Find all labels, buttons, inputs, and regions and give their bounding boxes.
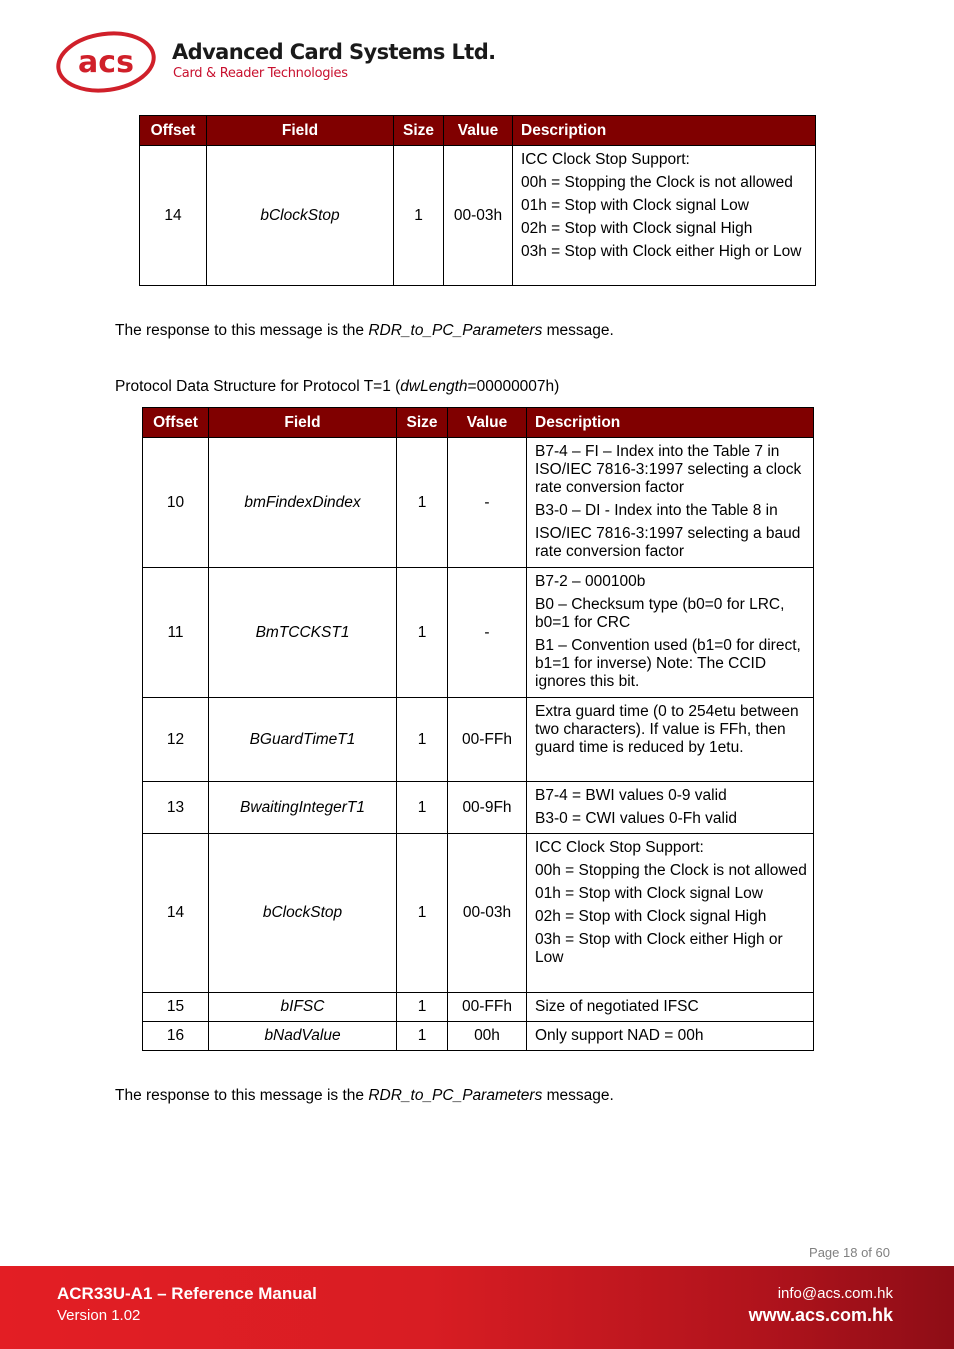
response-note-1: The response to this message is the RDR_to_PC_Parameters message. — [115, 322, 614, 339]
cell-offset: 16 — [143, 1022, 209, 1051]
logo-text: acs — [78, 45, 134, 80]
col-description: Description — [527, 408, 814, 438]
col-field: Field — [209, 408, 397, 438]
col-offset: Offset — [140, 116, 207, 146]
cell-size: 1 — [397, 834, 448, 993]
description-line: B7-4 = BWI values 0-9 valid — [535, 787, 727, 804]
acs-logo — [55, 30, 159, 94]
cell-value: 00-03h — [448, 834, 527, 993]
footer-title: ACR33U-A1 – Reference Manual — [57, 1284, 317, 1303]
footer-email[interactable]: info@acs.com.hk — [777, 1285, 893, 1302]
table-row — [143, 1022, 814, 1051]
cell-size: 1 — [397, 568, 448, 698]
description-line: B3-0 = CWI values 0-Fh valid — [535, 810, 738, 827]
cell-description — [527, 834, 814, 993]
description-line: 01h = Stop with Clock signal Low — [521, 197, 749, 214]
cell-description — [527, 993, 814, 1022]
description-line: 02h = Stop with Clock signal High — [521, 220, 753, 237]
description-line: 03h = Stop with Clock either High or Low — [535, 931, 783, 966]
description-line: 02h = Stop with Clock signal High — [535, 908, 767, 925]
page-number: Page 18 of 60 — [809, 1245, 890, 1260]
cell-field: BmTCCKST1 — [209, 568, 397, 698]
description-line: B1 – Convention used (b1=0 for direct, b1=1 for inverse) Note: The CCID ignores this bit. — [535, 637, 801, 690]
cell-value: - — [448, 438, 527, 568]
cell-offset: 15 — [143, 993, 209, 1022]
description-line: Size of negotiated IFSC — [535, 998, 699, 1015]
cell-value: 00-03h — [444, 146, 513, 286]
cell-field: BGuardTimeT1 — [209, 698, 397, 782]
description-line: ISO/IEC 7816-3:1997 selecting a baud rate conversion factor — [535, 525, 801, 560]
cell-description — [527, 1022, 814, 1051]
cell-field: BwaitingIntegerT1 — [209, 782, 397, 834]
description-line: Extra guard time (0 to 254etu between two characters). If value is FFh, then guard time is reduced by 1etu. — [535, 703, 799, 756]
cell-description — [527, 568, 814, 698]
cell-offset: 12 — [143, 698, 209, 782]
col-offset: Offset — [143, 408, 209, 438]
description-line: 00h = Stopping the Clock is not allowed — [521, 174, 793, 191]
col-field: Field — [207, 116, 394, 146]
cell-description — [527, 782, 814, 834]
company-tagline: Card & Reader Technologies — [173, 66, 348, 81]
table-row — [143, 698, 814, 782]
col-value: Value — [444, 116, 513, 146]
description-line: B3-0 – DI - Index into the Table 8 in — [535, 502, 778, 519]
description-line: B0 – Checksum type (b0=0 for LRC, b0=1 for CRC — [535, 596, 785, 631]
col-value: Value — [448, 408, 527, 438]
cell-offset: 14 — [140, 146, 207, 286]
cell-value: - — [448, 568, 527, 698]
table-row — [143, 782, 814, 834]
cell-offset: 14 — [143, 834, 209, 993]
col-size: Size — [397, 408, 448, 438]
cell-size: 1 — [397, 1022, 448, 1051]
cell-size: 1 — [397, 698, 448, 782]
description-line: 03h = Stop with Clock either High or Low — [521, 243, 802, 260]
company-name: Advanced Card Systems Ltd. — [172, 40, 496, 64]
cell-size: 1 — [397, 782, 448, 834]
cell-description — [527, 438, 814, 568]
table-row — [140, 146, 816, 286]
protocol-t1-caption: Protocol Data Structure for Protocol T=1 (dwLength=00000007h) — [115, 378, 560, 395]
cell-field: bClockStop — [207, 146, 394, 286]
cell-field: bIFSC — [209, 993, 397, 1022]
description-line: ICC Clock Stop Support: — [535, 839, 704, 856]
cell-field: bmFindexDindex — [209, 438, 397, 568]
col-description: Description — [513, 116, 816, 146]
description-line: 00h = Stopping the Clock is not allowed — [535, 862, 807, 879]
table-row — [143, 834, 814, 993]
cell-offset: 10 — [143, 438, 209, 568]
description-line: B7-2 – 000100b — [535, 573, 646, 590]
cell-offset: 13 — [143, 782, 209, 834]
cell-value: 00-9Fh — [448, 782, 527, 834]
table-row — [143, 438, 814, 568]
cell-size: 1 — [394, 146, 444, 286]
description-line: ICC Clock Stop Support: — [521, 151, 690, 168]
footer-version: Version 1.02 — [57, 1307, 141, 1324]
cell-field: bClockStop — [209, 834, 397, 993]
description-line: B7-4 – FI – Index into the Table 7 in ISO/IEC 7816-3:1997 selecting a clock rate conversion factor — [535, 443, 802, 496]
cell-value: 00-FFh — [448, 698, 527, 782]
cell-field: bNadValue — [209, 1022, 397, 1051]
response-note-2: The response to this message is the RDR_to_PC_Parameters message. — [115, 1087, 614, 1104]
table-row — [143, 993, 814, 1022]
description-line: 01h = Stop with Clock signal Low — [535, 885, 763, 902]
cell-size: 1 — [397, 993, 448, 1022]
footer-bar — [0, 1266, 954, 1349]
protocol-t1-table — [142, 407, 814, 1051]
table-row — [143, 568, 814, 698]
clock-stop-table — [139, 115, 816, 286]
col-size: Size — [394, 116, 444, 146]
description-line: Only support NAD = 00h — [535, 1027, 704, 1044]
cell-size: 1 — [397, 438, 448, 568]
footer-website[interactable]: www.acs.com.hk — [748, 1305, 893, 1325]
cell-value: 00-FFh — [448, 993, 527, 1022]
cell-description — [527, 698, 814, 782]
cell-description — [513, 146, 816, 286]
cell-value: 00h — [448, 1022, 527, 1051]
cell-offset: 11 — [143, 568, 209, 698]
